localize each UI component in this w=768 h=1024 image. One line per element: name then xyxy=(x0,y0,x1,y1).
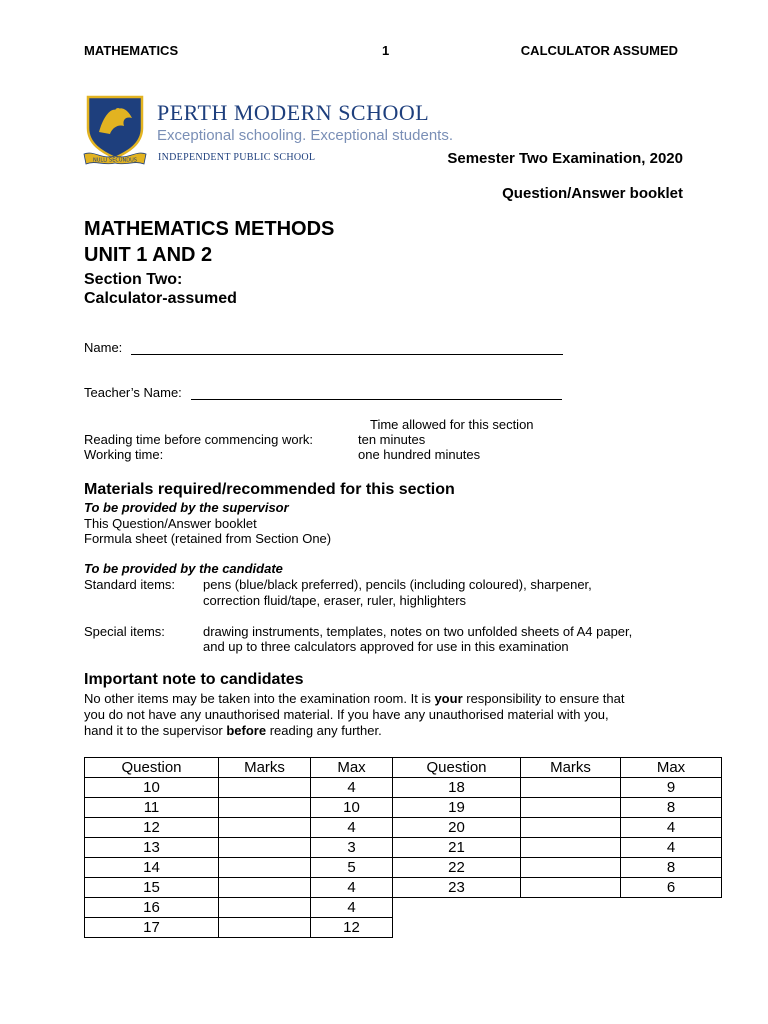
table-row xyxy=(85,798,722,818)
table-row xyxy=(85,778,722,798)
course-unit: UNIT 1 AND 2 xyxy=(84,244,213,266)
supervisor-heading: To be provided by the supervisor xyxy=(84,500,289,515)
marks-cell[interactable] xyxy=(219,778,311,798)
name-field[interactable] xyxy=(131,354,563,355)
question-cell: 16 xyxy=(85,898,219,918)
header-right: CALCULATOR ASSUMED xyxy=(520,43,678,58)
special-items-label: Special items: xyxy=(84,624,165,639)
candidate-heading: To be provided by the candidate xyxy=(84,561,283,576)
note-line: No other items may be taken into the examination room. It is your responsibility to ensure that xyxy=(84,691,625,706)
question-cell: 18 xyxy=(393,778,521,798)
max-cell: 8 xyxy=(621,858,722,878)
max-cell: 10 xyxy=(311,798,393,818)
marks-cell[interactable] xyxy=(219,898,311,918)
section-title: Section Two: xyxy=(84,271,183,288)
marks-cell[interactable] xyxy=(521,798,621,818)
course-title: MATHEMATICS METHODS xyxy=(84,218,335,240)
table-row xyxy=(85,818,722,838)
reading-time-label: Reading time before commencing work: xyxy=(84,432,314,447)
marks-cell[interactable] xyxy=(219,878,311,898)
marks-cell[interactable] xyxy=(521,838,621,858)
marks-cell[interactable] xyxy=(521,778,621,798)
empty-cell xyxy=(393,898,521,918)
supervisor-item: This Question/Answer booklet xyxy=(84,516,257,531)
question-cell: 20 xyxy=(393,818,521,838)
school-type: INDEPENDENT PUBLIC SCHOOL xyxy=(158,152,316,163)
school-name: PERTH MODERN SCHOOL xyxy=(157,100,430,125)
marks-cell[interactable] xyxy=(219,858,311,878)
table-row xyxy=(85,918,722,938)
question-cell: 21 xyxy=(393,838,521,858)
max-cell: 4 xyxy=(621,838,722,858)
svg-text:NULLI SECUNDUS: NULLI SECUNDUS xyxy=(93,157,137,164)
column-header: Question xyxy=(85,758,219,778)
max-cell: 9 xyxy=(621,778,722,798)
table-row xyxy=(85,838,722,858)
header-left: MATHEMATICS xyxy=(84,43,179,58)
standard-items-line: correction fluid/tape, eraser, ruler, highlighters xyxy=(203,593,467,608)
empty-cell xyxy=(521,918,621,938)
max-cell: 4 xyxy=(311,818,393,838)
marks-cell[interactable] xyxy=(521,858,621,878)
table-row xyxy=(85,898,722,918)
working-time-value: one hundred minutes xyxy=(358,447,481,462)
question-cell: 11 xyxy=(85,798,219,818)
reading-time-value: ten minutes xyxy=(358,432,426,447)
teacher-name-field[interactable] xyxy=(191,399,562,400)
question-cell: 10 xyxy=(85,778,219,798)
time-header: Time allowed for this section xyxy=(370,417,534,432)
column-header: Max xyxy=(311,758,393,778)
marks-cell[interactable] xyxy=(219,918,311,938)
standard-items-line: pens (blue/black preferred), pencils (including coloured), sharpener, xyxy=(203,577,592,592)
question-cell: 14 xyxy=(85,858,219,878)
materials-heading: Materials required/recommended for this section xyxy=(84,481,455,498)
note-heading: Important note to candidates xyxy=(84,671,304,688)
question-cell: 23 xyxy=(393,878,521,898)
name-label: Name: xyxy=(84,340,123,355)
max-cell: 5 xyxy=(311,858,393,878)
marks-cell[interactable] xyxy=(219,818,311,838)
table-header-row xyxy=(85,758,722,778)
question-cell: 15 xyxy=(85,878,219,898)
special-items-line: drawing instruments, templates, notes on two unfolded sheets of A4 paper, xyxy=(203,624,633,639)
column-header: Max xyxy=(621,758,722,778)
note-line: hand it to the supervisor before reading any further. xyxy=(84,723,382,738)
marks-table xyxy=(84,757,722,938)
marks-cell[interactable] xyxy=(521,878,621,898)
school-crest-icon xyxy=(82,94,148,166)
empty-cell xyxy=(621,918,722,938)
max-cell: 4 xyxy=(311,898,393,918)
marks-cell[interactable] xyxy=(521,818,621,838)
question-cell: 17 xyxy=(85,918,219,938)
empty-cell xyxy=(621,898,722,918)
school-tagline: Exceptional schooling. Exceptional students. xyxy=(157,127,454,144)
table-row xyxy=(85,878,722,898)
max-cell: 3 xyxy=(311,838,393,858)
max-cell: 4 xyxy=(311,778,393,798)
teacher-name-label: Teacher’s Name: xyxy=(84,385,182,400)
marks-cell[interactable] xyxy=(219,838,311,858)
empty-cell xyxy=(521,898,621,918)
booklet-type: Question/Answer booklet xyxy=(502,185,683,202)
question-cell: 22 xyxy=(393,858,521,878)
standard-items-label: Standard items: xyxy=(84,577,176,592)
section-subtitle: Calculator-assumed xyxy=(84,290,237,307)
max-cell: 8 xyxy=(621,798,722,818)
question-cell: 19 xyxy=(393,798,521,818)
supervisor-item: Formula sheet (retained from Section One) xyxy=(84,531,332,546)
working-time-label: Working time: xyxy=(84,447,164,462)
page-number: 1 xyxy=(382,43,390,58)
column-header: Marks xyxy=(521,758,621,778)
marks-cell[interactable] xyxy=(219,798,311,818)
max-cell: 12 xyxy=(311,918,393,938)
empty-cell xyxy=(393,918,521,938)
exam-title: Semester Two Examination, 2020 xyxy=(447,150,683,167)
question-cell: 12 xyxy=(85,818,219,838)
note-line: you do not have any unauthorised material. If you have any unauthorised material with you, xyxy=(84,707,609,722)
column-header: Question xyxy=(393,758,521,778)
max-cell: 6 xyxy=(621,878,722,898)
column-header: Marks xyxy=(219,758,311,778)
max-cell: 4 xyxy=(311,878,393,898)
max-cell: 4 xyxy=(621,818,722,838)
question-cell: 13 xyxy=(85,838,219,858)
special-items-line: and up to three calculators approved for use in this examination xyxy=(203,639,569,654)
table-row xyxy=(85,858,722,878)
